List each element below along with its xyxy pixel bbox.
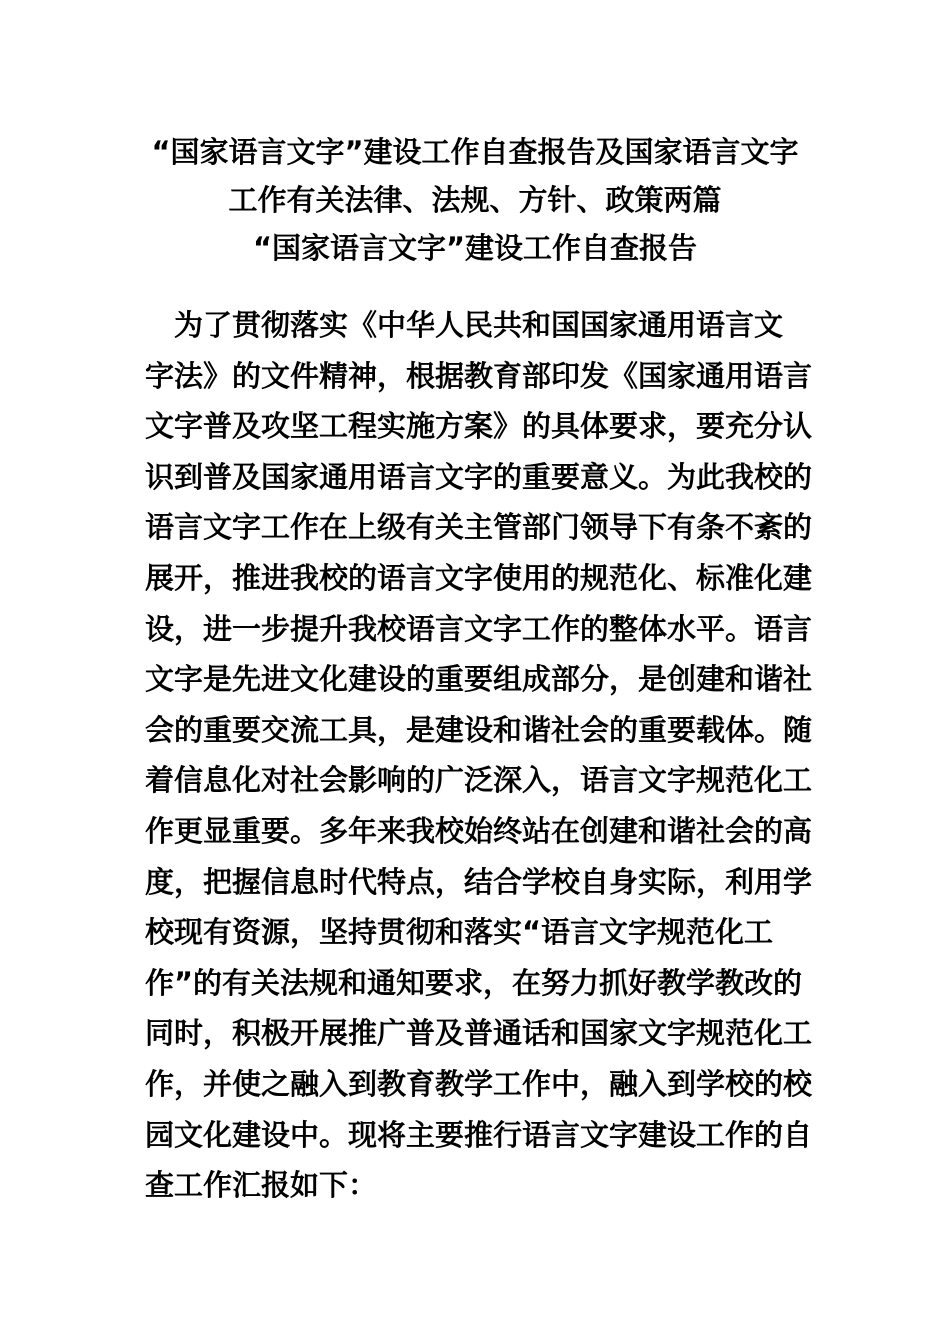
body-line-10: 着信息化对社会影响的广泛深入，语言文字规范化工 [145,763,813,798]
body-line-1: 为了贯彻落实《中华人民共和国国家通用语言文 [145,308,784,342]
title-line-3: “国家语言文字”建设工作自查报告 [252,231,698,265]
body-line-15: 同时，积极开展推广普及普通话和国家文字规范化工 [145,1016,813,1051]
body-line-17: 园文化建设中。现将主要推行语言文字建设工作的自 [145,1117,813,1152]
body-line-2: 字法》的文件精神，根据教育部印发《国家通用语言 [145,358,813,393]
body-line-6: 展开，推进我校的语言文字使用的规范化、标准化建 [145,560,813,595]
body-line-11: 作更显重要。多年来我校始终站在创建和谐社会的高 [145,813,813,848]
body-line-16: 作，并使之融入到教育教学工作中，融入到学校的校 [145,1066,813,1101]
body-line-7: 设，进一步提升我校语言文字工作的整体水平。语言 [145,611,813,646]
body-line-8: 文字是先进文化建设的重要组成部分，是创建和谐社 [145,662,813,697]
title-line-2: 工作有关法律、法规、方针、政策两篇 [228,183,722,217]
body-line-13: 校现有资源，坚持贯彻和落实“语言文字规范化工 [145,915,774,950]
title-line-1: “国家语言文字”建设工作自查报告及国家语言文字 [151,135,799,169]
body-line-4: 识到普及国家通用语言文字的重要意义。为此我校的 [145,459,813,494]
body-line-12: 度，把握信息时代特点，结合学校自身实际，利用学 [145,864,813,899]
body-line-9: 会的重要交流工具，是建设和谐社会的重要载体。随 [145,712,813,747]
body-line-5: 语言文字工作在上级有关主管部门领导下有条不紊的 [145,510,813,545]
body-line-18: 查工作汇报如下： [145,1168,378,1203]
body-line-14: 作”的有关法规和通知要求，在努力抓好教学教改的 [145,965,803,1000]
body-line-3: 文字普及攻坚工程实施方案》的具体要求，要充分认 [145,409,813,444]
document-title [100,128,850,272]
body-paragraph [145,300,813,1211]
